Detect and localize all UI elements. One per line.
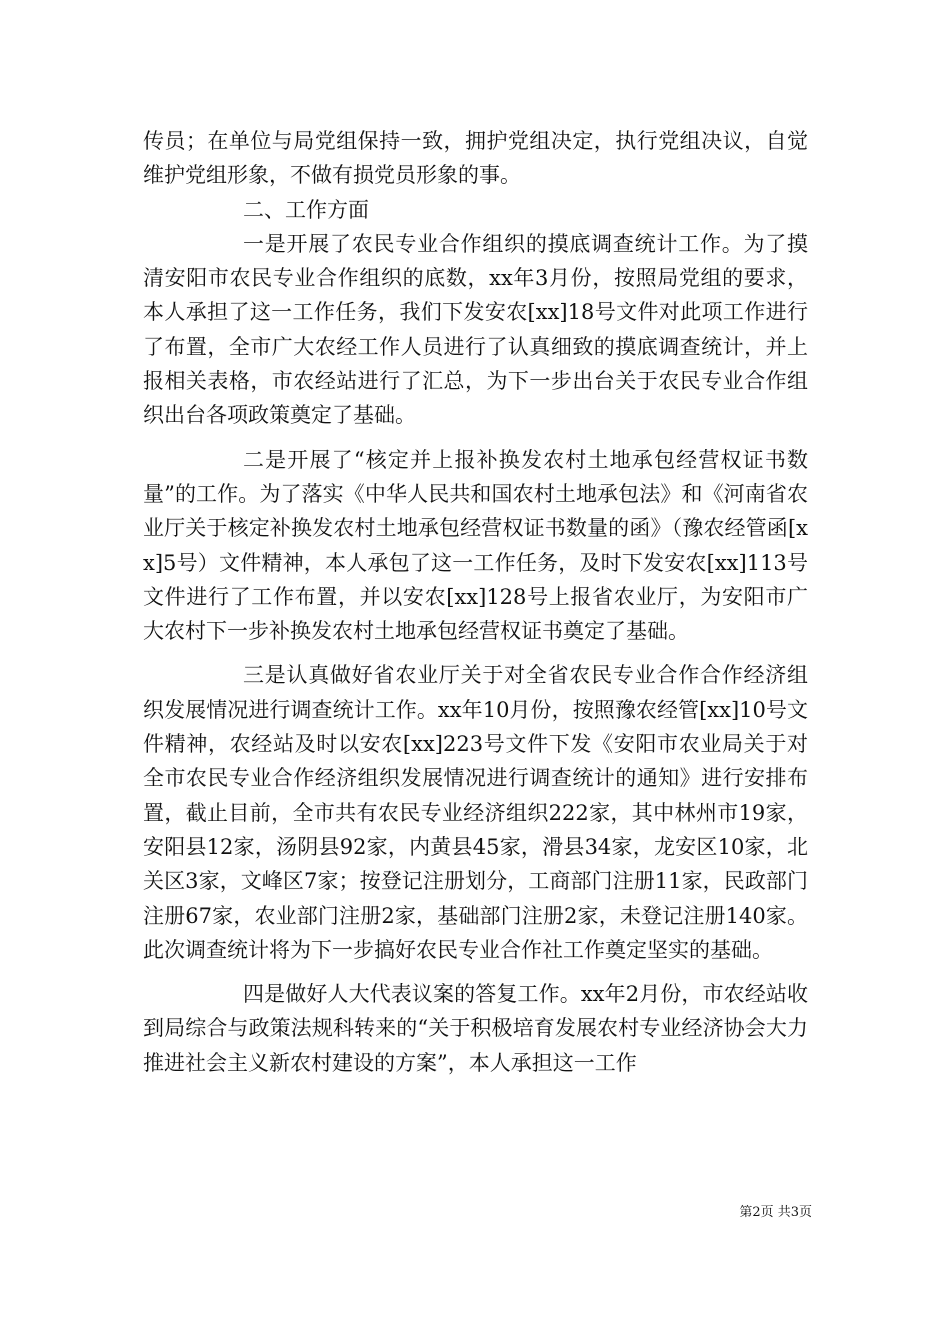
paragraph-item-1: 一是开展了农民专业合作组织的摸底调查统计工作。为了摸清安阳市农民专业合作组织的底数，xx年3月份，按照局党组的要求，本人承担了这一工作任务，我们下发安农[xx]18号文件对此项工作进行了布置，全市广大农经工作人员进行了认真细致的摸底调查统计，并上报相关表格，市农经站进行了汇总，为下一步出台关于农民专业合作组织出台各项政策奠定了基础。 xyxy=(143,231,808,428)
paragraph-continuation: 传员；在单位与局党组保持一致，拥护党组决定，执行党组决议，自觉维护党组形象，不做有损党员形象的事。 xyxy=(143,129,808,188)
section-heading: 二、工作方面 xyxy=(243,197,369,222)
document-body xyxy=(143,124,808,1080)
paragraph-item-3: 三是认真做好省农业厅关于对全省农民专业合作合作经济组织发展情况进行调查统计工作。xx年10月份，按照豫农经管[xx]10号文件精神，农经站及时以安农[xx]223号文件下发《安阳市农业局关于对全市农民专业合作经济组织发展情况进行调查统计的通知》进行安排布置，截止目前，全市共有农民专业经济组织222家，其中林州市19家，安阳县12家，汤阴县92家，内黄县45家，滑县34家，龙安区10家，北关区3家，文峰区7家；按登记注册划分，工商部门注册11家，民政部门注册67家，农业部门注册2家，基础部门注册2家，未登记注册140家。此次调查统计将为下一步搞好农民专业合作社工作奠定坚实的基础。 xyxy=(143,663,808,962)
paragraph-item-4: 四是做好人大代表议案的答复工作。xx年2月份，市农经站收到局综合与政策法规科转来的“关于积极培育发展农村专业经济协会大力推进社会主义新农村建设的方案”，本人承担这一工作 xyxy=(143,982,808,1075)
page-number-footer: 第2页 共3页 xyxy=(739,1205,812,1220)
paragraph-item-2: 二是开展了“核定并上报补换发农村土地承包经营权证书数量”的工作。为了落实《中华人民共和国农村土地承包法》和《河南省农业厅关于核定补换发农村土地承包经营权证书数量的函》（豫农经管函[xx]5号）文件精神，本人承包了这一工作任务，及时下发安农[xx]113号文件进行了工作布置，并以安农[xx]128号上报省农业厅，为安阳市广大农村下一步补换发农村土地承包经营权证书奠定了基础。 xyxy=(143,447,808,644)
